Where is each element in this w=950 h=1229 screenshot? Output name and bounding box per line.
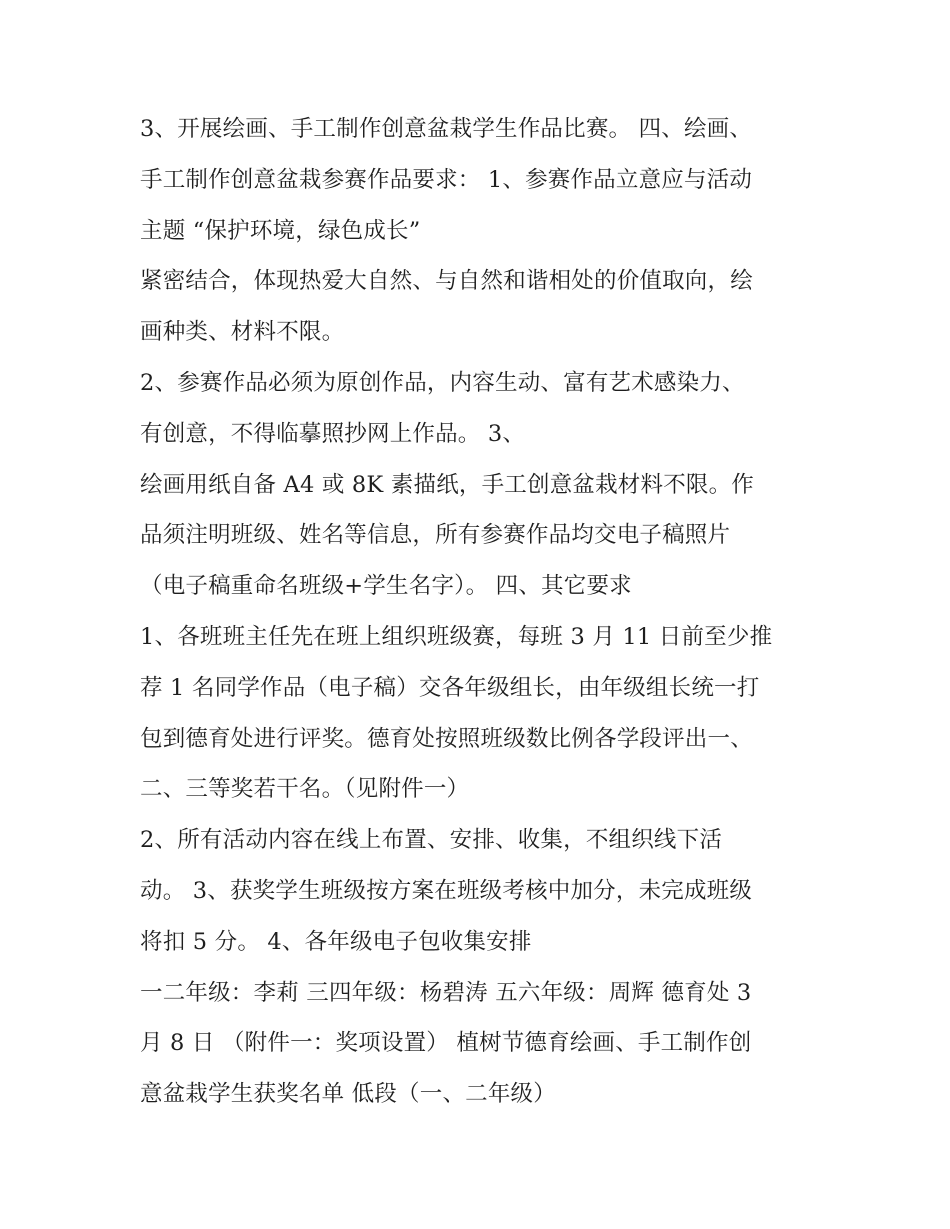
text-line: 荐 1 名同学作品（电子稿）交各年级组长，由年级组长统一打 bbox=[140, 674, 760, 701]
text-line: 主题 “保护环境，绿色成长” bbox=[140, 217, 421, 244]
text-line: 画种类、材料不限。 bbox=[140, 319, 345, 346]
text-line: 紧密结合，体现热爱大自然、与自然和谐相处的价值取向，绘 bbox=[140, 268, 753, 295]
text-line: 二、三等奖若干名。（见附件一） bbox=[140, 776, 470, 803]
text-line: 月 8 日 （附件一：奖项设置） 植树节德育绘画、手工制作创 bbox=[140, 1030, 752, 1057]
text-line: 手工制作创意盆栽参赛作品要求： 1、参赛作品立意应与活动 bbox=[140, 166, 753, 193]
text-line: 绘画用纸自备 A4 或 8K 素描纸，手工创意盆栽材料不限。作 bbox=[140, 471, 754, 498]
text-line: 品须注明班级、姓名等信息，所有参赛作品均交电子稿照片 bbox=[140, 522, 731, 549]
text-line: 意盆栽学生获奖名单 低段（一、二年级） bbox=[140, 1081, 556, 1108]
text-line: 将扣 5 分。 4、各年级电子包收集安排 bbox=[140, 928, 532, 955]
text-line: 一二年级：李莉 三四年级：杨碧涛 五六年级：周辉 德育处 3 bbox=[140, 979, 752, 1006]
text-line: （电子稿重命名班级+学生名字）。 四、其它要求 bbox=[140, 573, 632, 600]
text-line: 包到德育处进行评奖。德育处按照班级数比例各学段评出一、 bbox=[140, 725, 753, 752]
text-line: 2、参赛作品必须为原创作品，内容生动、富有艺术感染力、 bbox=[140, 369, 745, 396]
text-line: 2、所有活动内容在线上布置、安排、收集，不组织线下活 bbox=[140, 827, 723, 854]
text-line: 有创意，不得临摹照抄网上作品。 3、 bbox=[140, 420, 526, 447]
document-body bbox=[140, 104, 820, 1120]
text-line: 1、各班班主任先在班上组织班级赛，每班 3 月 11 日前至少推 bbox=[140, 623, 773, 650]
text-line: 动。 3、获奖学生班级按方案在班级考核中加分，未完成班级 bbox=[140, 877, 753, 904]
text-line: 3、开展绘画、手工制作创意盆栽学生作品比赛。 四、绘画、 bbox=[140, 116, 753, 142]
